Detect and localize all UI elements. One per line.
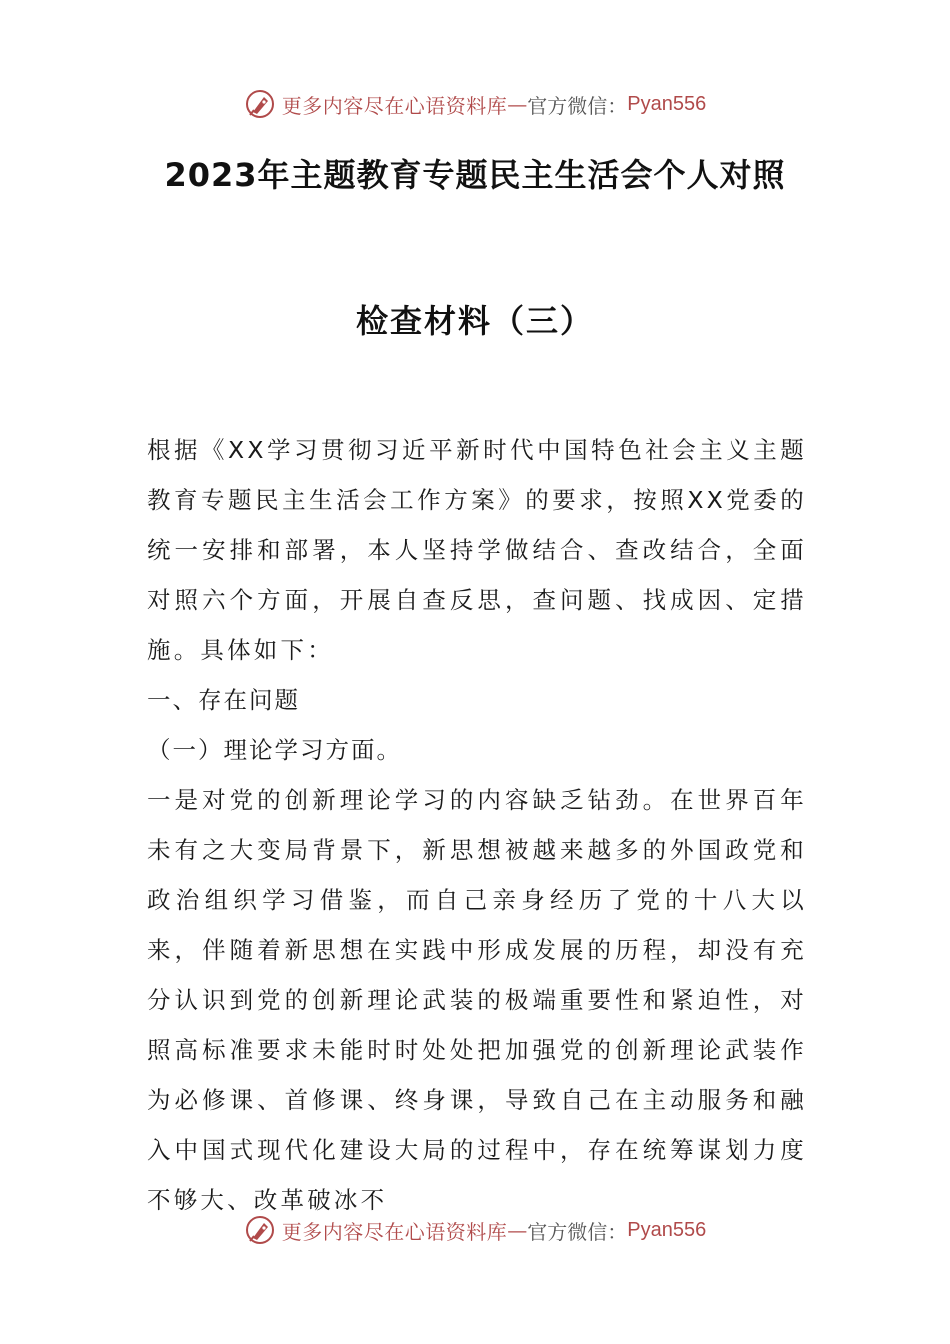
watermark-prefix: 更多内容尽在心语资料库 xyxy=(281,1219,508,1244)
watermark-prefix: 更多内容尽在心语资料库 xyxy=(281,93,508,118)
paragraph-issue-one: 一是对党的创新理论学习的内容缺乏钻劲。在世界百年未有之大变局背景下，新思想被越来越多的外国政党和政治组织学习借鉴，而自己亲身经历了党的十八大以来，伴随着新思想在实践中形成发展的历程，却没有充分认识到党的创新理论武装的极端重要性和紧迫性，对照高标准要求未能时时处处把加强党的创新理论武装作为必修课、首修课、终身课，导致自己在主动服务和融入中国式现代化建设大局的过程中，存在统筹谋划力度不够大、改革破冰不 xyxy=(147,786,807,1214)
watermark-wechat-label: 官方微信： xyxy=(527,93,628,118)
watermark-banner-top xyxy=(0,84,950,124)
watermark-wechat-label: 官方微信： xyxy=(527,1219,628,1244)
paragraph-intro: 根据《XX学习贯彻习近平新时代中国特色社会主义主题教育专题民主生活会工作方案》的要求，按照XX党委的统一安排和部署，本人坚持学做结合、查改结合，全面对照六个方面，开展自查反思，查问题、找成因、定措施。具体如下： xyxy=(147,436,807,664)
document-body xyxy=(147,425,807,1225)
document-title-line1: 2023年主题教育专题民主生活会个人对照 xyxy=(164,156,786,194)
watermark-separator: — xyxy=(507,1218,528,1242)
watermark-wechat-id: Pyan556 xyxy=(627,1218,707,1241)
subsection-heading: （一）理论学习方面。 xyxy=(147,736,402,764)
pen-nib-logo-icon xyxy=(244,88,276,120)
watermark-wechat-id: Pyan556 xyxy=(627,92,707,115)
watermark-separator: — xyxy=(507,92,528,116)
watermark-banner-bottom xyxy=(0,1210,950,1250)
pen-nib-logo-icon xyxy=(244,1214,276,1246)
section-heading: 一、存在问题 xyxy=(147,686,300,714)
document-title-line2: 检查材料（三） xyxy=(355,302,594,340)
